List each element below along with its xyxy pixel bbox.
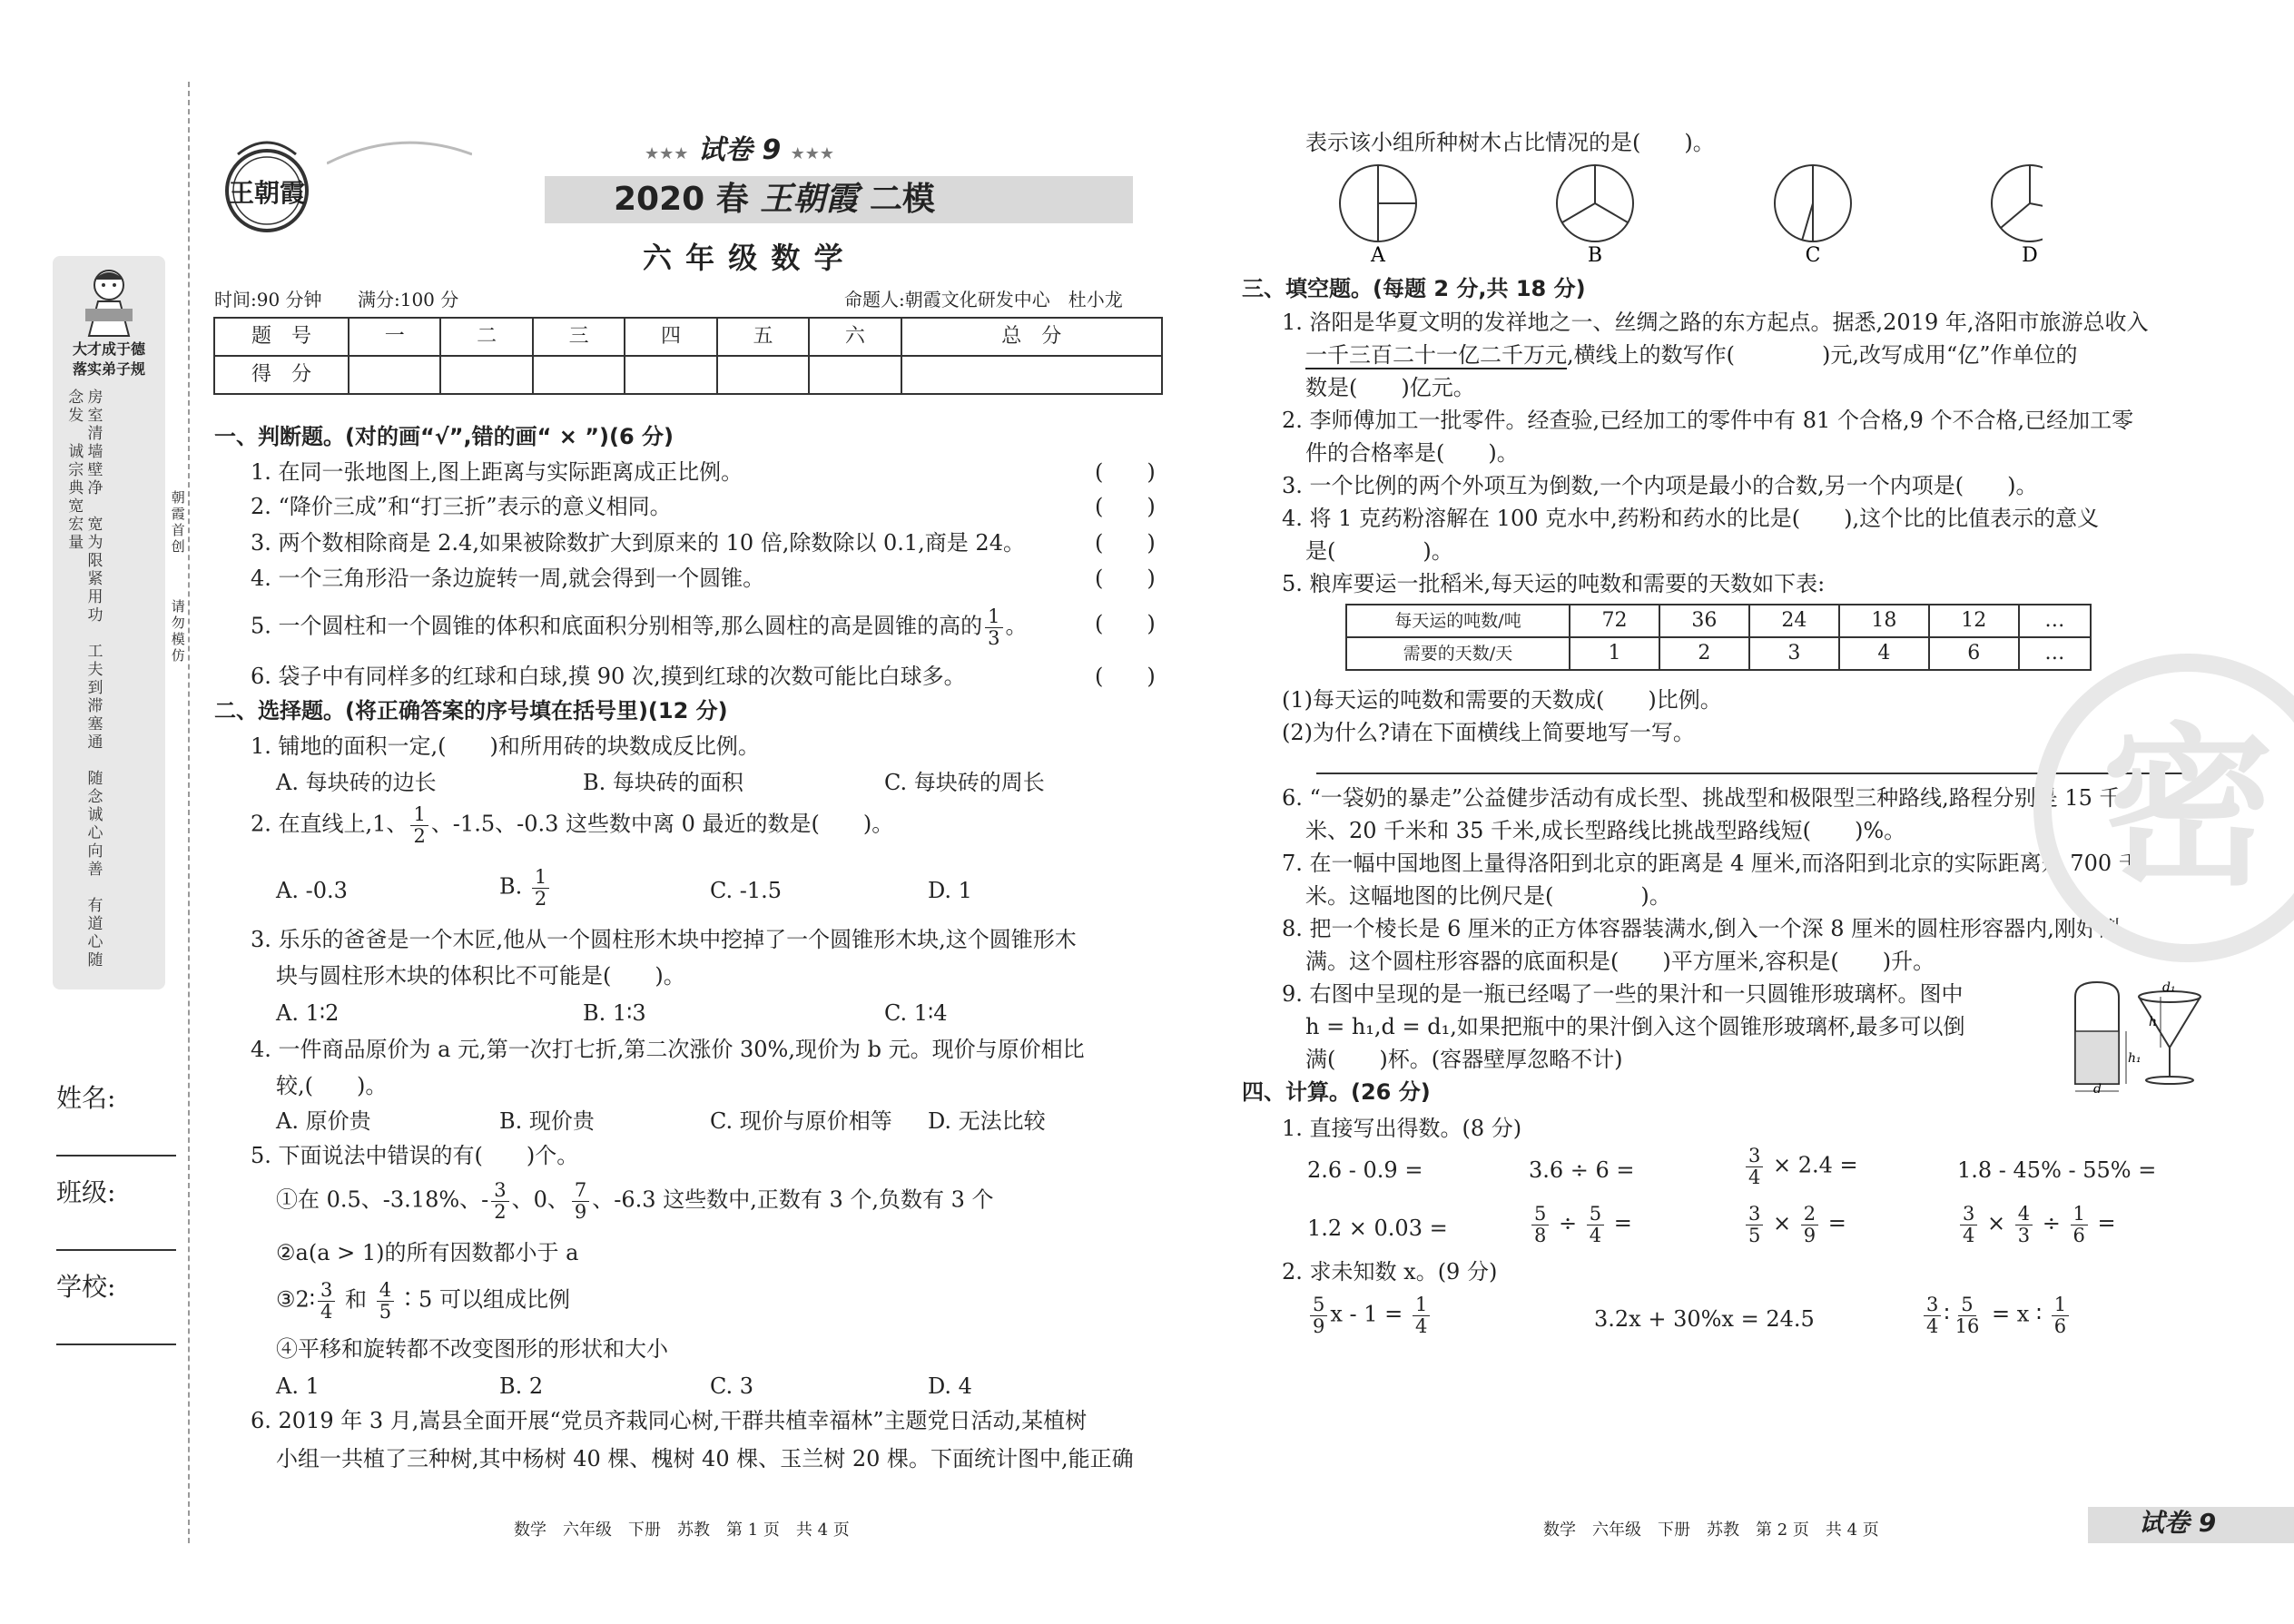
school-field[interactable] [56, 1343, 176, 1345]
q3-1-line1: 1. 洛阳是华夏文明的发祥地之一、丝绸之路的东方起点。据悉,2019 年,洛阳市旅游总收入 [1282, 310, 2149, 335]
q3-4-line2: 是( )。 [1305, 538, 1453, 564]
rice-table [1345, 604, 2092, 671]
q1-6: 6. 袋子中有同样多的红球和白球,摸 90 次,摸到红球的次数可能比白球多。 [251, 664, 966, 689]
table-cell: 6 [1929, 637, 2019, 670]
q3-7-line1: 7. 在一幅中国地图上量得洛阳到北京的距离是 4 厘米,而洛阳到北京的实际距离是 700 千 [1282, 851, 2141, 876]
fig-label: d [2093, 1082, 2102, 1095]
q2-4-line2: 较,( )。 [276, 1073, 388, 1098]
calc-4: 1.8 - 45% - 55% = [1957, 1157, 2157, 1183]
table-cell: … [2019, 637, 2091, 670]
score-cell[interactable] [625, 356, 716, 394]
q1-4: 4. 一个三角形沿一条边旋转一周,就会得到一个圆锥。 [251, 566, 765, 591]
q2-2-opt-d: D. 1 [928, 878, 972, 903]
side-label-2: 请勿模仿 [169, 599, 186, 664]
table-cell: 需要的天数/天 [1346, 637, 1570, 670]
equation-2: 3.2x + 30%x = 24.5 [1594, 1306, 1815, 1332]
q2-2: 2. 在直线上,1、 $\frac{1}{2}$ 、-1.5、-0.3 这些数中离 0 最近的数是( )。 [251, 803, 894, 847]
score-cell[interactable] [349, 356, 440, 394]
q2-2-opt-b: B. $\frac{1}{2}$ [499, 867, 552, 909]
q3-6-line2: 米、20 千米和 35 千米,成长型路线比挑战型路线短( )%。 [1305, 818, 1906, 843]
table-header-cell: 得 分 [214, 356, 349, 394]
q2-4-line1: 4. 一件商品原价为 a 元,第一次打七折,第二次涨价 30%,现价为 b 元。现价与原价相比 [251, 1037, 1085, 1062]
q2-2-opt-a: A. -0.3 [276, 878, 348, 903]
table-header-cell: 六 [809, 318, 901, 356]
q2-1: 1. 铺地的面积一定,( )和所用砖的块数成反比例。 [251, 733, 760, 759]
table-cell: 24 [1749, 605, 1839, 637]
ribbon-decoration [327, 136, 472, 172]
q3-3: 3. 一个比例的两个外项互为倒数,一个内项是最小的合数,另一个内项是( )。 [1282, 473, 2038, 498]
table-header-cell: 三 [533, 318, 625, 356]
q1-2: 2. “降价三成”和“打三折”表示的意义相同。 [251, 494, 672, 519]
pie-a[interactable] [1340, 165, 1416, 241]
q2-1-opt-b: B. 每块砖的面积 [583, 770, 743, 795]
name-field[interactable] [56, 1155, 176, 1156]
score-info: 满分:100 分 [358, 289, 459, 310]
side-label-1: 朝霞首创 [169, 490, 186, 556]
q3-2-line1: 2. 李师傅加工一批零件。经查验,已经加工的零件中有 81 个合格,9 个不合格,已经加工零 [1282, 408, 2134, 433]
q2-4-opt-a: A. 原价贵 [276, 1108, 371, 1134]
table-cell: 4 [1839, 637, 1929, 670]
q2-5-opt-b: B. 2 [499, 1373, 544, 1399]
calc-5: 1.2 × 0.03 = [1307, 1216, 1448, 1241]
table-cell: 1 [1570, 637, 1659, 670]
q2-5-opt-c: C. 3 [710, 1373, 754, 1399]
q3-8-line2: 满。这个圆柱形容器的底面积是( )平方厘米,容积是( )升。 [1305, 949, 1935, 974]
footer-left: 数学 六年级 下册 苏教 第 1 页 共 4 页 [514, 1521, 850, 1540]
table-cell: … [2019, 605, 2091, 637]
table-cell: 72 [1570, 605, 1659, 637]
footer-right: 数学 六年级 下册 苏教 第 2 页 共 4 页 [1543, 1521, 1879, 1540]
calc-6: $\frac{5}{8}$ ÷ $\frac{5}{4}$ = [1529, 1204, 1632, 1245]
fig-label: d₁ [2162, 980, 2176, 995]
section-2-title: 二、选择题。(将正确答案的序号填在括号里)(12 分) [214, 698, 728, 723]
q3-5-1: (1)每天运的吨数和需要的天数成( )比例。 [1282, 687, 1722, 713]
answer-bracket[interactable]: ( ) [1095, 611, 1156, 636]
secret-seal-watermark: 密 [2033, 654, 2294, 962]
brand-logo [211, 134, 329, 234]
q1-5: 5. 一个圆柱和一个圆锥的体积和底面积分别相等,那么圆柱的高是圆锥的高的 $\frac{1}{3}$ 。 [251, 605, 1028, 649]
q2-3-opt-b: B. 1∶3 [583, 1000, 646, 1026]
q3-8-line1: 8. 把一个棱长是 6 厘米的正方体容器装满水,倒入一个深 8 厘米的圆柱形容器内,刚好倒 [1282, 916, 2120, 941]
bottle-cup-figure [2068, 977, 2204, 1095]
q3-9-line3: 满( )杯。(容器壁厚忽略不计) [1305, 1047, 1623, 1072]
fig-label: h [2149, 1015, 2158, 1029]
section-4-title: 四、计算。(26 分) [1242, 1079, 1431, 1105]
q2-1-opt-a: A. 每块砖的边长 [276, 770, 437, 795]
table-cell: 2 [1659, 637, 1749, 670]
time-info: 时间:90 分钟 [214, 289, 322, 310]
pie-d[interactable] [1992, 165, 2043, 241]
q3-1-line3: 数是( )亿元。 [1305, 375, 1475, 400]
q2-6-line2: 小组一共植了三种树,其中杨树 40 棵、槐树 40 棵、玉兰树 20 棵。下面统计图中,能正确 [276, 1446, 1134, 1471]
q3-5: 5. 粮库要运一批稻米,每天运的吨数和需要的天数如下表: [1282, 571, 1826, 596]
table-cell: 3 [1749, 637, 1839, 670]
equation-3: $\frac{3}{4}$ ∶ $\frac{5}{16}$ = x ∶ $\frac{1}{6}$ [1921, 1294, 2072, 1336]
q2-6-line1: 6. 2019 年 3 月,嵩县全面开展“党员齐栽同心树,干群共植幸福林”主题党日活动,某植树 [251, 1408, 1088, 1433]
q3-1-line2: 一千三百二十一亿二千万元,横线上的数写作( )元,改写成用“亿”作单位的 [1305, 342, 2078, 368]
q2-1-opt-c: C. 每块砖的周长 [884, 770, 1045, 795]
calc-2: 3.6 ÷ 6 = [1529, 1157, 1635, 1183]
table-cell: 12 [1929, 605, 2019, 637]
q3-4-line1: 4. 将 1 克药粉溶解在 100 克水中,药粉和药水的比是( ),这个比的比值表示的意义 [1282, 506, 2100, 531]
table-header-cell: 五 [717, 318, 809, 356]
q2-4-opt-d: D. 无法比较 [928, 1108, 1046, 1134]
calc-1: 2.6 - 0.9 = [1307, 1157, 1423, 1183]
section-3-title: 三、填空题。(每题 2 分,共 18 分) [1242, 276, 1586, 301]
answer-bracket[interactable]: ( ) [1095, 664, 1156, 689]
q2-5-s3: ③2∶ $\frac{3}{4}$ 和 $\frac{4}{5}$ ∶5 可以组成比例 [276, 1279, 570, 1323]
q3-9-line1: 9. 右图中呈现的是一瓶已经喝了一些的果汁和一只圆锥形玻璃杯。图中 [1282, 981, 1964, 1007]
table-header-cell: 题 号 [214, 318, 349, 356]
q2-3-line2: 块与圆柱形木块的体积比不可能是( )。 [276, 963, 685, 989]
q4-2-title: 2. 求未知数 x。(9 分) [1282, 1259, 1498, 1284]
score-cell[interactable] [809, 356, 901, 394]
author-info: 命题人:朝霞文化研发中心 杜小龙 [844, 289, 1123, 310]
q2-6-line3: 表示该小组所种树木占比情况的是( )。 [1305, 130, 1715, 155]
q2-5: 5. 下面说法中错误的有( )个。 [251, 1143, 579, 1168]
q3-7-line2: 米。这幅地图的比例尺是( )。 [1305, 883, 1671, 909]
answer-bracket[interactable]: ( ) [1095, 459, 1156, 485]
answer-bracket[interactable]: ( ) [1095, 530, 1156, 556]
calc-8: $\frac{3}{4}$ × $\frac{4}{3}$ ÷ $\frac{1}{6}$ = [1957, 1204, 2116, 1245]
q2-5-opt-a: A. 1 [276, 1373, 320, 1399]
class-label: 班级: [56, 1177, 116, 1207]
q1-3: 3. 两个数相除商是 2.4,如果被除数扩大到原来的 10 倍,除数除以 0.1,商是 24。 [251, 530, 1025, 556]
mascot-icon [73, 265, 145, 338]
score-cell[interactable] [717, 356, 809, 394]
pie-label: B [1587, 244, 1603, 267]
paper-number: ★★★ 试卷 9 ★★★ [645, 134, 835, 166]
q4-1-title: 1. 直接写出得数。(8 分) [1282, 1116, 1522, 1141]
score-cell[interactable] [533, 356, 625, 394]
score-table [213, 317, 1163, 395]
name-label: 姓名: [56, 1083, 116, 1113]
margin-rules: 房室清墙壁净 宽为限紧用功 工夫到滞塞通 随念诚心向善 有道心随念发 诚宗典宽宏量 [64, 389, 103, 969]
table-cell: 每天运的吨数/吨 [1346, 605, 1570, 637]
class-field[interactable] [56, 1249, 176, 1251]
score-cell[interactable] [901, 356, 1162, 394]
q3-5-2: (2)为什么?请在下面横线上简要地写一写。 [1282, 720, 1695, 745]
q3-9-line2: h = h₁,d = d₁,如果把瓶中的果汁倒入这个圆锥形玻璃杯,最多可以倒 [1305, 1014, 1965, 1039]
q2-3-line1: 3. 乐乐的爸爸是一个木匠,他从一个圆柱形木块中挖掉了一个圆锥形木块,这个圆锥形木 [251, 927, 1077, 952]
q2-3-opt-c: C. 1∶4 [884, 1000, 948, 1026]
q2-5-s4: ④平移和旋转都不改变图形的形状和大小 [276, 1336, 668, 1362]
q1-1: 1. 在同一张地图上,图上距离与实际距离成正比例。 [251, 459, 743, 485]
q2-5-opt-d: D. 4 [928, 1373, 972, 1399]
pie-c[interactable] [1775, 165, 1851, 241]
section-1-title: 一、判断题。(对的画“√”,错的画“ × ”)(6 分) [214, 424, 674, 449]
table-header-cell: 一 [349, 318, 440, 356]
score-cell[interactable] [440, 356, 532, 394]
table-cell: 18 [1839, 605, 1929, 637]
answer-bracket[interactable]: ( ) [1095, 494, 1156, 519]
q2-5-s1: ①在 0.5、-3.18%、- $\frac{3}{2}$ 、0、 $\frac{7}{9}$ 、-6.3 这些数中,正数有 3 个,负数有 3 个 [276, 1179, 994, 1223]
subject-title: 六 年 级 数 学 [643, 241, 845, 275]
q2-3-opt-a: A. 1∶2 [276, 1000, 340, 1026]
table-header-cell: 四 [625, 318, 716, 356]
school-label: 学校: [56, 1272, 116, 1302]
answer-bracket[interactable]: ( ) [1095, 566, 1156, 591]
svg-text:王朝霞: 王朝霞 [228, 178, 306, 208]
calc-3: $\frac{3}{4}$ × 2.4 = [1743, 1146, 1858, 1187]
table-cell: 36 [1659, 605, 1749, 637]
q3-6-line1: 6. “一袋奶的暴走”公益健步活动有成长型、挑战型和极限型三种路线,路程分别是 15 千 [1282, 785, 2122, 811]
pie-b[interactable] [1557, 165, 1633, 241]
q2-4-opt-b: B. 现价贵 [499, 1108, 595, 1134]
q3-2-line2: 件的合格率是( )。 [1305, 440, 1519, 466]
margin-motto: 大才成于德 落实弟子规 [72, 340, 145, 378]
calc-7: $\frac{3}{5}$ × $\frac{2}{9}$ = [1743, 1204, 1846, 1245]
binding-dashed-line [188, 82, 190, 1543]
table-header-cell: 总 分 [901, 318, 1162, 356]
q2-4-opt-c: C. 现价与原价相等 [710, 1108, 892, 1134]
equation-1: $\frac{5}{9}$ x - 1 = $\frac{1}{4}$ [1307, 1294, 1433, 1336]
table-header-cell: 二 [440, 318, 532, 356]
pie-label: A [1371, 244, 1385, 267]
q2-5-s2: ②a(a > 1)的所有因数都小于 a [276, 1240, 579, 1265]
fig-label: h₁ [2128, 1051, 2141, 1066]
page-title: 2020 春 王朝霞 二模 [614, 180, 935, 218]
footer-tag: 试卷 9 [2139, 1508, 2217, 1538]
pie-label: C [1805, 244, 1821, 267]
q2-2-opt-c: C. -1.5 [710, 878, 783, 903]
pie-label: D [2022, 244, 2038, 267]
